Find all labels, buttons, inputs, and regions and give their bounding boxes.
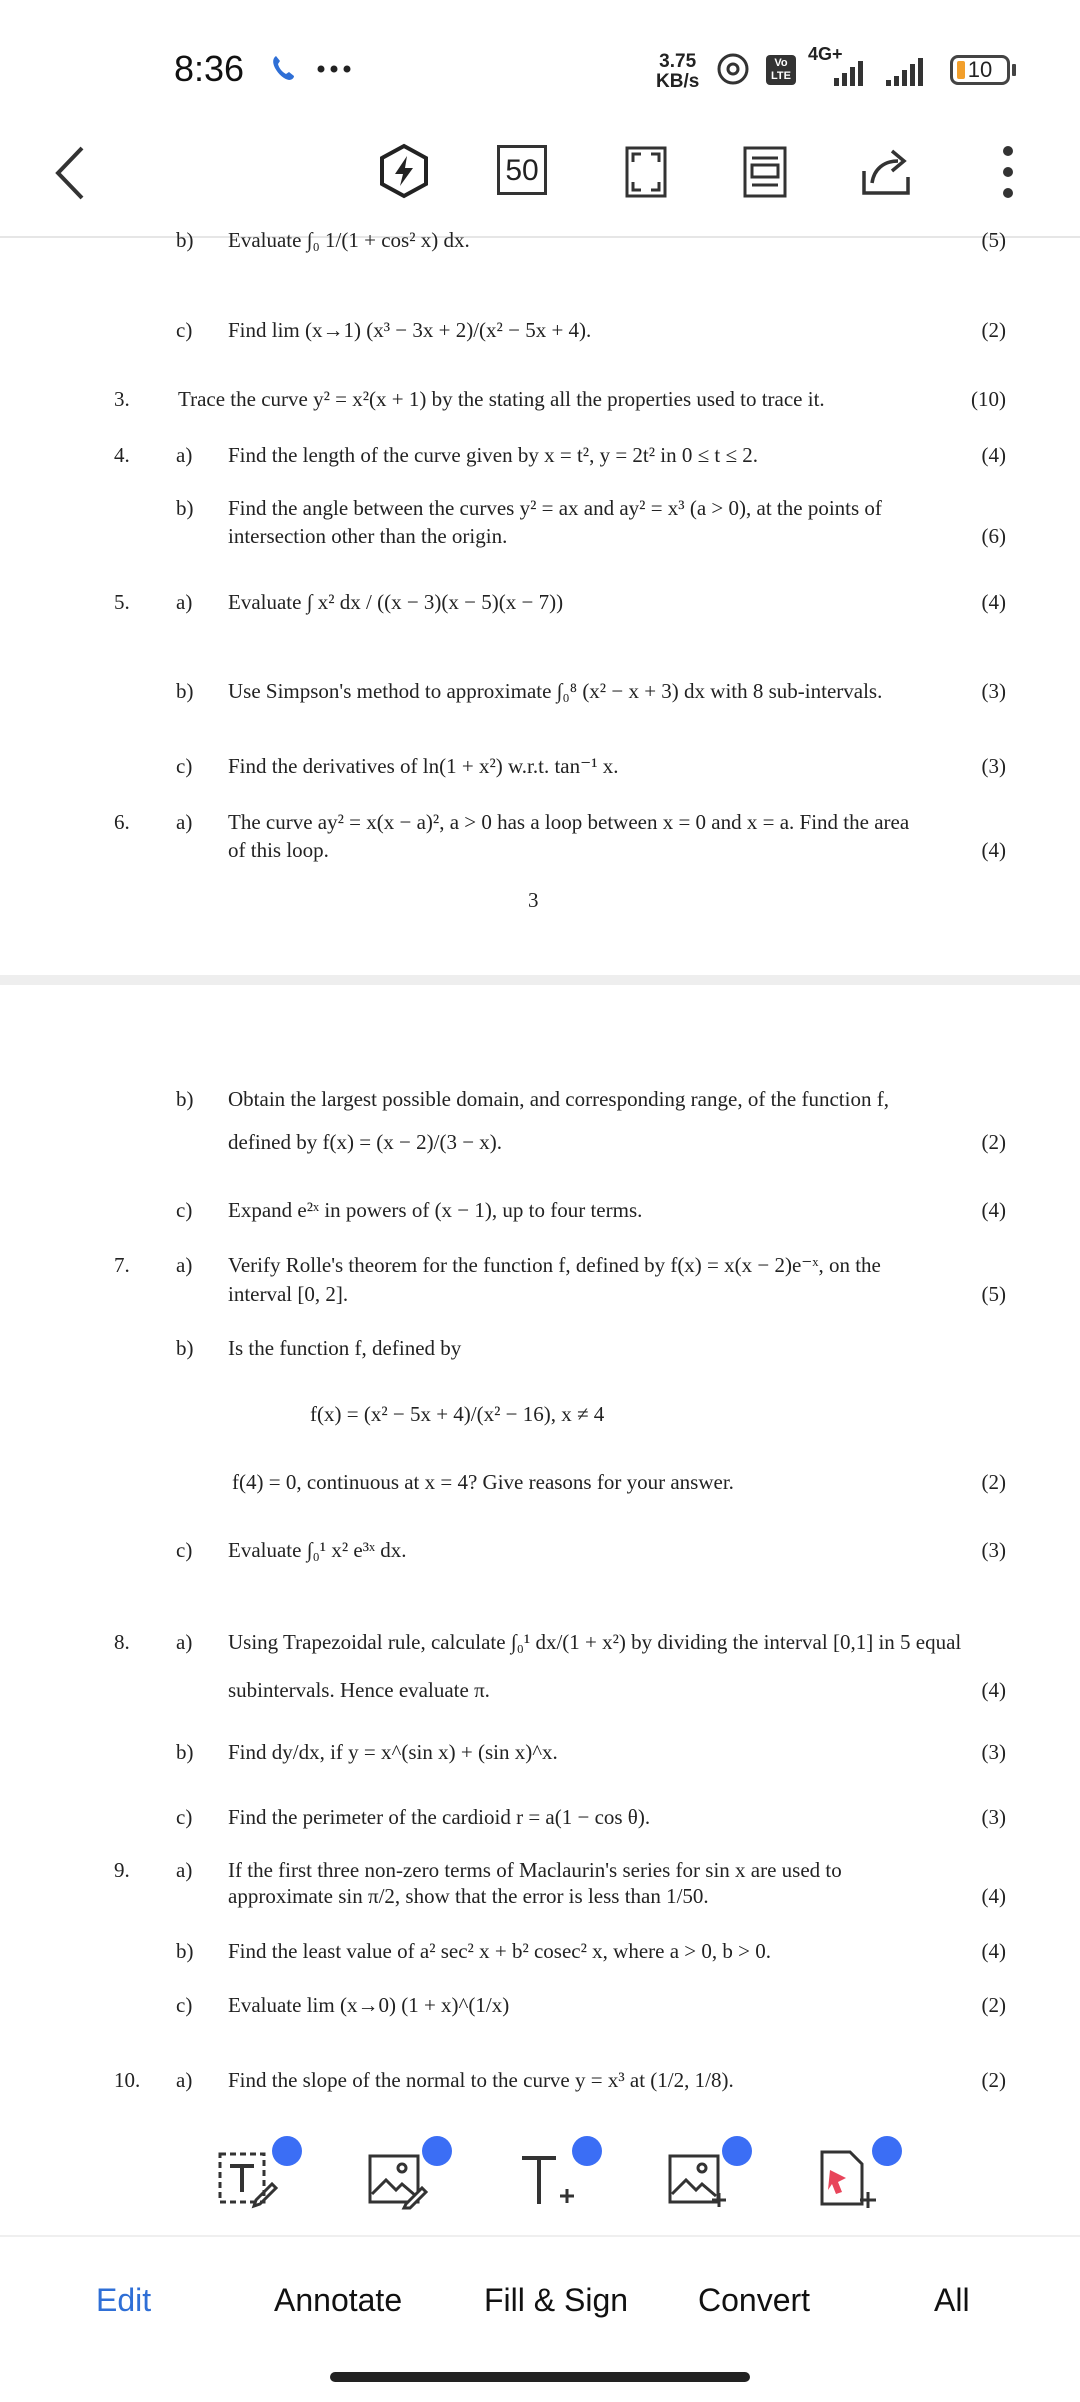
- premium-badge-icon: [572, 2136, 602, 2166]
- add-image-tool[interactable]: [666, 2148, 730, 2212]
- question-label: a): [176, 1253, 193, 1277]
- question-text: Find the length of the curve given by x = t², y = 2t² in 0 ≤ t ≤ 2.: [228, 443, 759, 467]
- question-label: a): [176, 590, 193, 614]
- question-marks: (4): [981, 443, 1006, 467]
- question-marks: (2): [981, 1130, 1006, 1154]
- question-text: Find the slope of the normal to the curve y = x³ at (1/2, 1/8).: [228, 2068, 734, 2092]
- speed-unit: KB/s: [656, 71, 700, 92]
- question-text: Find dy/dx, if y = x^(sin x) + (sin x)^x.: [228, 1740, 558, 1764]
- question-number: 4.: [114, 443, 130, 467]
- question-label: b): [176, 1939, 194, 1963]
- question-marks: (10): [971, 387, 1006, 411]
- question-marks: (4): [981, 1939, 1006, 1963]
- speed-value: 3.75: [659, 51, 697, 72]
- question-text: Find lim (x→1) (x³ − 3x + 2)/(x² − 5x + 4).: [228, 318, 592, 342]
- network-speed: [656, 52, 699, 92]
- premium-badge-icon: [272, 2136, 302, 2166]
- question-marks: (2): [981, 1993, 1006, 2017]
- question-marks: (3): [981, 679, 1006, 703]
- question-label: a): [176, 2068, 193, 2092]
- nav-edit-tab[interactable]: Edit: [96, 2282, 152, 2318]
- question-label: a): [176, 1858, 193, 1882]
- question-text: Verify Rolle's theorem for the function f, defined by f(x) = x(x − 2)e⁻ˣ, on the: [228, 1253, 881, 1277]
- question-text: Evaluate lim (x→0) (1 + x)^(1/x): [228, 1993, 510, 2017]
- home-indicator[interactable]: [330, 2372, 750, 2382]
- question-text: Use Simpson's method to approximate ∫₀⁸ (x² − x + 3) dx with 8 sub-intervals.: [228, 679, 883, 703]
- question-text: Find the perimeter of the cardioid r = a(1 − cos θ).: [228, 1805, 651, 1829]
- question-text: Evaluate ∫₀¹ x² e³ˣ dx.: [228, 1538, 407, 1562]
- question-text: Find the angle between the curves y² = ax and ay² = x³ (a > 0), at the points of: [228, 496, 882, 520]
- question-label: b): [176, 228, 194, 252]
- fullscreen-icon[interactable]: [624, 145, 668, 199]
- network-type: 4G+: [808, 44, 843, 64]
- question-marks: (4): [981, 1198, 1006, 1222]
- premium-badge-icon: [422, 2136, 452, 2166]
- question-text: Expand e²ˣ in powers of (x − 1), up to four terms.: [228, 1198, 643, 1222]
- question-marks: (3): [981, 754, 1006, 778]
- question-text: If the first three non-zero terms of Maclaurin's series for sin x are used to: [228, 1858, 842, 1882]
- back-icon[interactable]: [52, 142, 88, 204]
- page-divider: [0, 975, 1080, 985]
- call-icon: [270, 54, 296, 82]
- add-text-tool[interactable]: [516, 2148, 580, 2212]
- question-number: 9.: [114, 1858, 130, 1882]
- question-number: 3.: [114, 387, 130, 411]
- question-text-continued: of this loop.: [228, 838, 329, 862]
- edit-image-icon: [366, 2148, 430, 2212]
- question-marks: (4): [981, 1678, 1006, 1702]
- question-text: Trace the curve y² = x²(x + 1) by the stating all the properties used to trace it.: [178, 387, 825, 411]
- question-text-continued: intersection other than the origin.: [228, 524, 508, 548]
- question-text: Obtain the largest possible domain, and corresponding range, of the function f,: [228, 1087, 889, 1111]
- question-label: b): [176, 1336, 194, 1360]
- question-marks: (4): [981, 838, 1006, 862]
- battery-tip: [1012, 64, 1016, 76]
- add-pages-icon: [816, 2148, 880, 2212]
- more-menu-icon[interactable]: [996, 143, 1020, 201]
- status-bar: [0, 0, 1080, 130]
- top-toolbar: [0, 130, 1080, 238]
- question-text: Find the derivatives of ln(1 + x²) w.r.t. tan⁻¹ x.: [228, 754, 619, 778]
- question-label: c): [176, 1198, 193, 1222]
- more-notifications-icon: [316, 64, 352, 74]
- question-marks: (3): [981, 1538, 1006, 1562]
- question-formula: f(x) = (x² − 5x + 4)/(x² − 16), x ≠ 4: [310, 1402, 605, 1426]
- question-number: 6.: [114, 810, 130, 834]
- question-text: Evaluate ∫ x² dx / ((x − 3)(x − 5)(x − 7)): [228, 590, 564, 614]
- question-label: b): [176, 1740, 194, 1764]
- share-icon[interactable]: [858, 143, 916, 199]
- question-label: a): [176, 443, 193, 467]
- add-text-icon: [516, 2148, 580, 2212]
- question-text: Is the function f, defined by: [228, 1336, 462, 1360]
- question-label: a): [176, 810, 193, 834]
- page-count-button[interactable]: 50: [497, 145, 547, 195]
- nav-fill-sign-tab[interactable]: Fill & Sign: [484, 2282, 629, 2318]
- question-label: a): [176, 1630, 193, 1654]
- question-marks: (3): [981, 1805, 1006, 1829]
- add-pages-tool[interactable]: [816, 2148, 880, 2212]
- question-text-continued: interval [0, 2].: [228, 1282, 349, 1306]
- volte-text-2: LTE: [771, 70, 791, 82]
- premium-badge-icon: [872, 2136, 902, 2166]
- question-label: c): [176, 1805, 193, 1829]
- battery-indicator: [950, 55, 1010, 85]
- nav-convert-tab[interactable]: Convert: [698, 2282, 811, 2318]
- question-text: Find the least value of a² sec² x + b² cosec² x, where a > 0, b > 0.: [228, 1939, 771, 1963]
- volte-badge: [766, 55, 796, 85]
- question-marks: (5): [981, 228, 1006, 252]
- question-text-continued: f(4) = 0, continuous at x = 4? Give reasons for your answer.: [232, 1470, 734, 1494]
- ai-assistant-icon[interactable]: [376, 143, 432, 199]
- question-label: b): [176, 496, 194, 520]
- question-text: The curve ay² = x(x − a)², a > 0 has a loop between x = 0 and x = a. Find the area: [228, 810, 910, 834]
- question-label: b): [176, 1087, 194, 1111]
- question-marks: (3): [981, 1740, 1006, 1764]
- status-time: 8:36: [174, 48, 245, 89]
- premium-badge-icon: [722, 2136, 752, 2166]
- question-text: Using Trapezoidal rule, calculate ∫₀¹ dx/(1 + x²) by dividing the interval [0,1] in 5 equal: [228, 1630, 962, 1654]
- page-number: 3: [528, 888, 539, 912]
- question-label: c): [176, 318, 193, 342]
- question-marks: (6): [981, 524, 1006, 548]
- nav-annotate-tab[interactable]: Annotate: [274, 2282, 403, 2318]
- battery-fill: [957, 61, 965, 79]
- question-label: b): [176, 679, 194, 703]
- question-marks: (2): [981, 1470, 1006, 1494]
- question-text-continued: defined by f(x) = (x − 2)/(3 − x).: [228, 1130, 503, 1154]
- battery-level: 10: [967, 57, 993, 82]
- question-text-continued: subintervals. Hence evaluate π.: [228, 1678, 490, 1702]
- volte-text-1: Vo: [774, 57, 788, 69]
- question-label: c): [176, 1538, 193, 1562]
- nav-all-tab[interactable]: All: [934, 2282, 970, 2318]
- edit-image-tool[interactable]: [366, 2148, 430, 2212]
- question-label: c): [176, 1993, 193, 2017]
- question-number: 5.: [114, 590, 130, 614]
- question-text-continued: approximate sin π/2, show that the error is less than 1/50.: [228, 1884, 709, 1908]
- edit-text-icon: [216, 2148, 280, 2212]
- question-marks: (4): [981, 1884, 1006, 1908]
- add-image-icon: [666, 2148, 730, 2212]
- question-label: c): [176, 754, 193, 778]
- hotspot-icon: [712, 52, 754, 86]
- question-marks: (2): [981, 318, 1006, 342]
- reading-mode-icon[interactable]: [742, 145, 788, 199]
- question-number: 10.: [114, 2068, 141, 2092]
- question-marks: (5): [981, 1282, 1006, 1306]
- question-marks: (4): [981, 590, 1006, 614]
- question-marks: (2): [981, 2068, 1006, 2092]
- edit-text-tool[interactable]: [216, 2148, 280, 2212]
- question-number: 8.: [114, 1630, 130, 1654]
- question-text: Evaluate ∫₀ 1/(1 + cos² x) dx.: [228, 228, 470, 252]
- signal-icon: [820, 56, 940, 88]
- question-number: 7.: [114, 1253, 130, 1277]
